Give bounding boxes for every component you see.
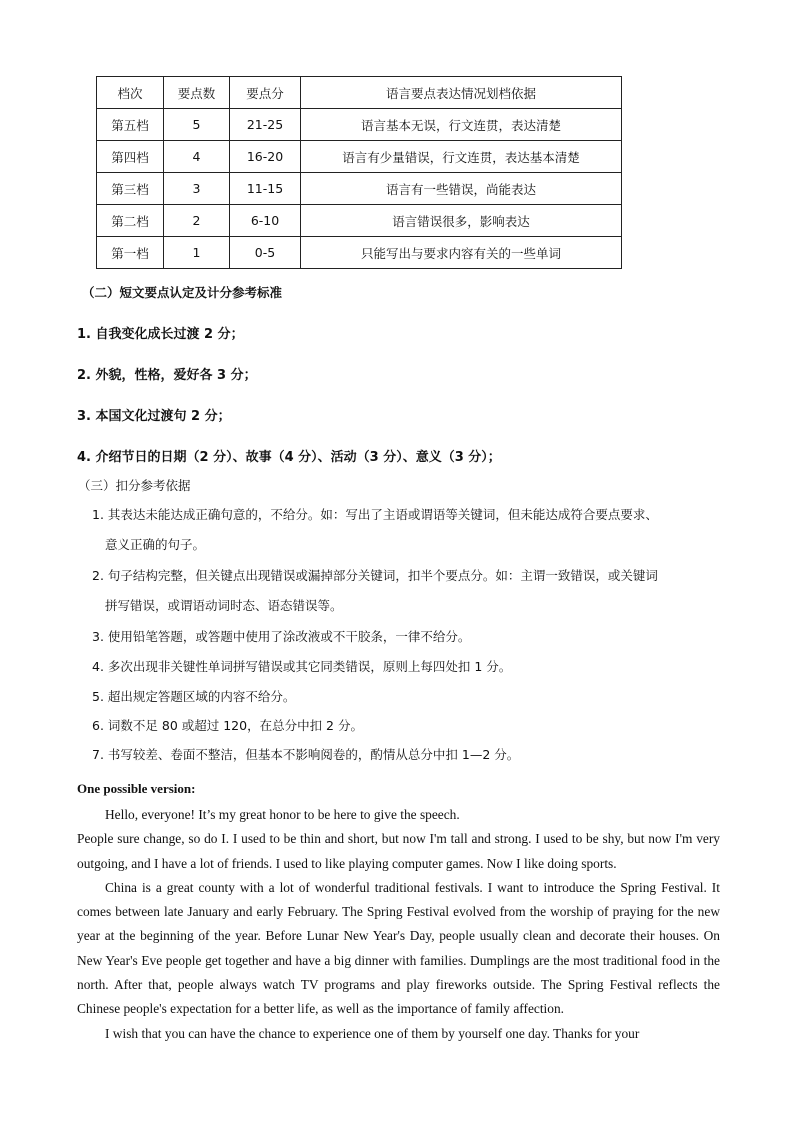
table-header-cell: 要点分 (230, 77, 301, 109)
table-cell: 6-10 (230, 205, 301, 237)
table-cell: 第四档 (97, 141, 164, 173)
essay-paragraph: People sure change, so do I. I used to be thin and short, but now I'm tall and strong. I used to be shy, but now I'm very outgoing, and I have a lot of friends. I used to like playing computer games. Now I like doing sports. (77, 831, 720, 871)
table-cell: 语言有一些错误，尚能表达 (301, 173, 622, 205)
essay-paragraph: Hello, everyone! It’s my great honor to be here to give the speech. (105, 807, 460, 822)
scoring-point: 4. 介绍节日的日期（2 分）、故事（4 分）、活动（3 分）、意义（3 分）； (77, 450, 501, 465)
table-cell: 0-5 (230, 237, 301, 269)
table-row (97, 141, 622, 173)
table-cell: 1 (164, 237, 230, 269)
rule-line: 7. 书写较差、卷面不整洁，但基本不影响阅卷的，酌情从总分中扣 1—2 分。 (92, 747, 520, 762)
essay-paragraph: I wish that you can have the chance to experience one of them by yourself one day. Thanks for your (105, 1025, 640, 1041)
table-header-cell: 语言要点表达情况划档依据 (301, 77, 622, 109)
rule-line: 1. 其表达未能达成正确句意的，不给分。如：写出了主语或谓语等关键词，但未能达成符合要点要求、 (92, 507, 658, 522)
rule-line: 意义正确的句子。 (105, 537, 206, 552)
table-cell: 第二档 (97, 205, 164, 237)
essay-paragraph: China is a great county with a lot of wonderful traditional festivals. I want to introduce the Spring Festival. It comes between late January and early February. The Spring Festival evolved from the worship of praying for the new year at the beginning of the year. Before Lunar New Year's Day, people usually clean and decorate their houses. On New Year's Eve people get together and have a big dinner with families. Dumplings are the most traditional food in the north. After that, people always watch TV programs and play fireworks outside. The Spring Festival reflects the Chinese people's expectation for a better life, as well as the importance of family affection. (77, 879, 720, 1017)
table-cell: 21-25 (230, 109, 301, 141)
scoring-point: 1. 自我变化成长过渡 2 分； (77, 327, 244, 342)
deduction-rule (92, 500, 728, 560)
rule-line: 3. 使用铅笔答题，或答题中使用了涂改液或不干胶条，一律不给分。 (92, 629, 471, 644)
table-cell: 语言有少量错误，行文连贯，表达基本清楚 (301, 141, 622, 173)
table-header-cell: 档次 (97, 77, 164, 109)
table-header-row (97, 77, 622, 109)
table-row (97, 173, 622, 205)
table-cell: 第三档 (97, 173, 164, 205)
grading-table (96, 76, 622, 269)
rule-line: 6. 词数不足 80 或超过 120，在总分中扣 2 分。 (92, 718, 363, 733)
table-cell: 5 (164, 109, 230, 141)
deduction-rule (92, 652, 728, 682)
table-cell: 语言错误很多，影响表达 (301, 205, 622, 237)
scoring-point: 2. 外貌，性格，爱好各 3 分； (77, 368, 257, 383)
sample-essay (77, 803, 720, 1046)
section-title: （二）短文要点认定及计分参考标准 (82, 285, 283, 300)
table-row (97, 205, 622, 237)
table-cell: 16-20 (230, 141, 301, 173)
rule-line: 2. 句子结构完整，但关键点出现错误或漏掉部分关键词，扣半个要点分。如：主谓一致错误，或关键词 (92, 568, 658, 583)
table-row (97, 109, 622, 141)
scoring-point: 3. 本国文化过渡句 2 分； (77, 409, 231, 424)
deduction-rule (92, 622, 728, 652)
deduction-rule (92, 740, 728, 770)
deduction-rule (92, 682, 728, 712)
table-cell: 2 (164, 205, 230, 237)
table-cell: 第五档 (97, 109, 164, 141)
version-title: One possible version: (77, 781, 196, 796)
rule-line: 4. 多次出现非关键性单词拼写错误或其它同类错误，原则上每四处扣 1 分。 (92, 659, 512, 674)
table-cell: 语言基本无误，行文连贯，表达清楚 (301, 109, 622, 141)
rule-line: 拼写错误，或谓语动词时态、语态错误等。 (105, 598, 343, 613)
table-header-cell: 要点数 (164, 77, 230, 109)
table-cell: 第一档 (97, 237, 164, 269)
table-cell: 11-15 (230, 173, 301, 205)
deduction-rule (92, 711, 728, 741)
section-title: （三）扣分参考依据 (78, 478, 191, 493)
rule-line: 5. 超出规定答题区域的内容不给分。 (92, 689, 296, 704)
table-cell: 4 (164, 141, 230, 173)
table-cell: 只能写出与要求内容有关的一些单词 (301, 237, 622, 269)
deduction-rule (92, 561, 728, 621)
table-cell: 3 (164, 173, 230, 205)
table-row (97, 237, 622, 269)
